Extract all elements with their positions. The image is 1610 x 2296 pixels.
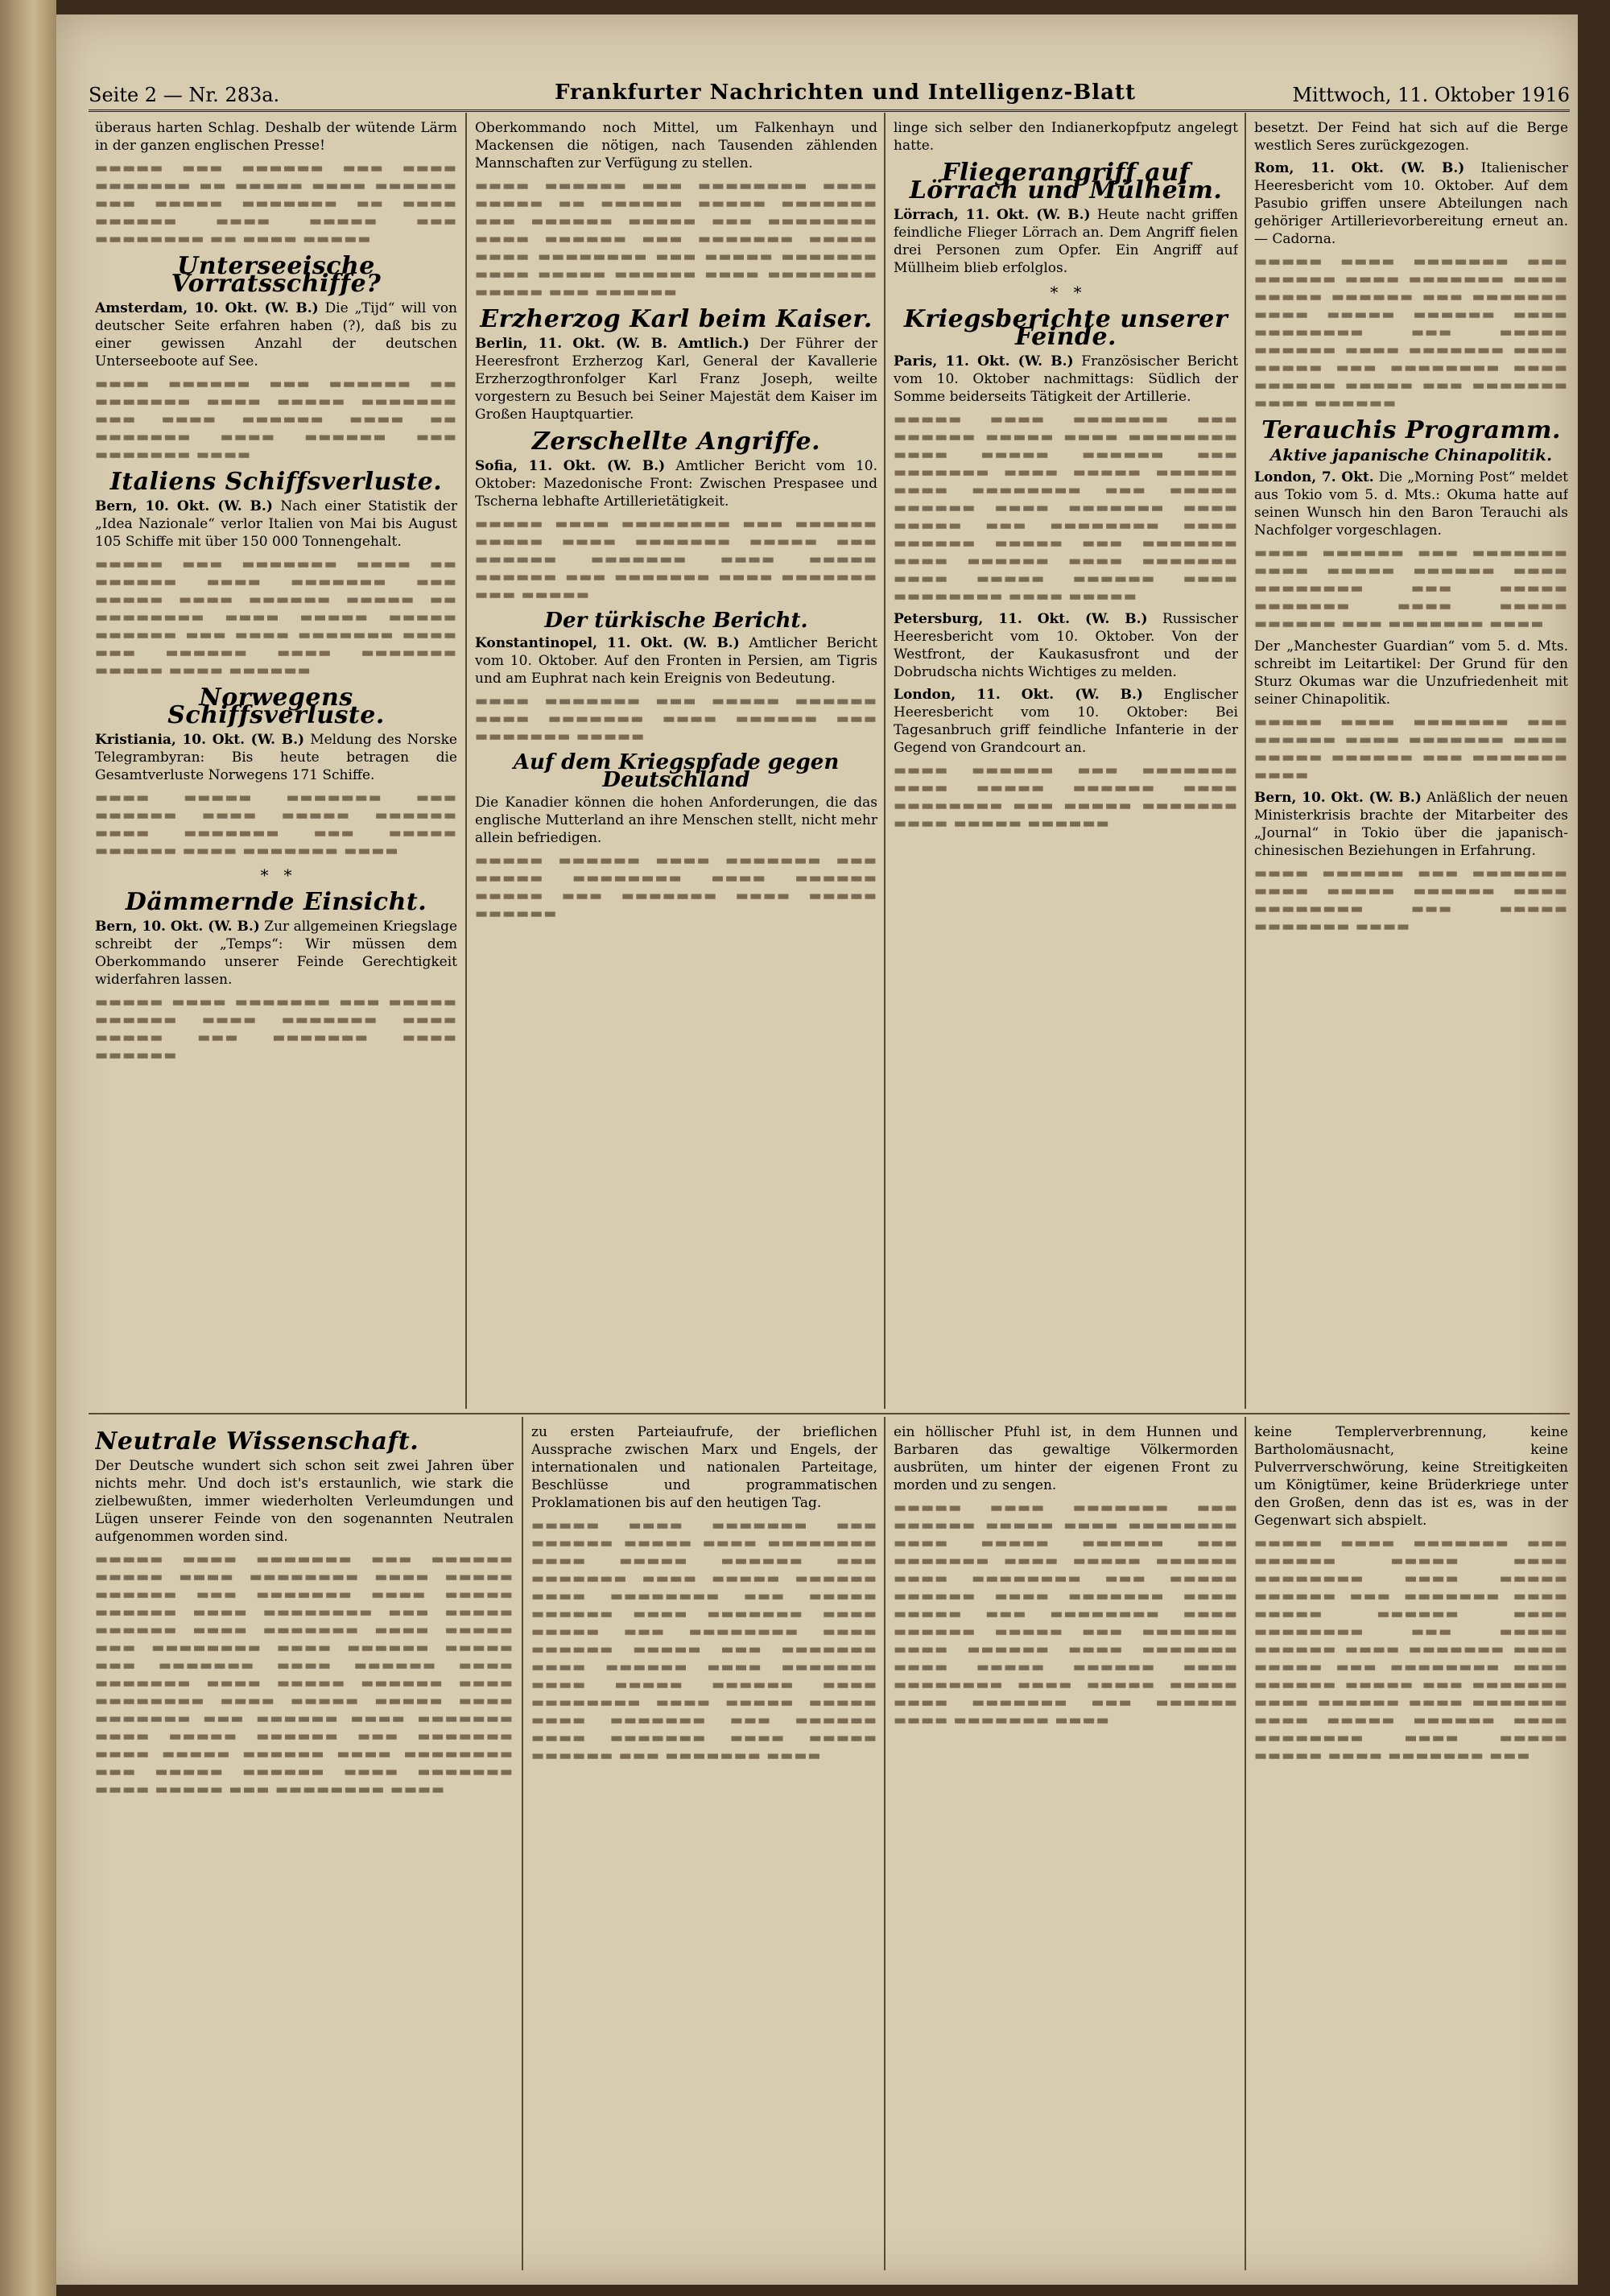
dateline: Bern, 10. Okt. (W. B.) bbox=[1254, 790, 1422, 806]
dateline: Lörrach, 11. Okt. (W. B.) bbox=[894, 207, 1091, 223]
article-text: Heute nacht griffen feindliche Flieger Lörrach an. Dem Angriff fielen drei Personen zum Opfer. Ein Angriff auf Müllheim blieb erfolglos. bbox=[894, 207, 1238, 276]
article-lead: Oberkommando noch Mittel, um Falkenhayn und Mackensen die nötigen, nach Tausenden zählenden Mannschaften zur Verfügung zu stellen. bbox=[475, 120, 877, 171]
lower-column-4 bbox=[1254, 1423, 1568, 2261]
masthead bbox=[89, 81, 1570, 112]
article-text: keine Templerverbrennung, keine Bartholomäusnacht, keine Pulverrverschwörung, keine Streitigkeiten um Königtümer, keine Brüderkriege unter den Großen, denn das ist es, was in der Gegenwart sich abspielt. bbox=[1254, 1424, 1568, 1529]
column-rule bbox=[884, 1417, 886, 2270]
headline-einsicht: Dämmernde Einsicht. bbox=[125, 888, 427, 916]
column-rule bbox=[1245, 113, 1246, 1409]
text-filler: ▬▬▬▬▬ ▬▬▬▬ ▬▬▬▬▬▬▬ ▬▬▬ ▬▬▬▬▬▬ ▬▬▬▬ ▬▬▬▬▬▬▬ ▬▬▬▬ ▬▬▬▬▬ ▬▬▬▬▬▬ ▬▬▬ ▬▬▬▬▬▬▬ ▬▬▬▬ ▬▬▬▬▬ ▬▬▬▬▬▬ ▬▬▬▬ ▬▬▬▬▬▬▬▬ ▬▬▬ ▬▬▬▬▬ ▬▬▬▬▬▬ ▬▬▬▬ ▬▬▬▬▬▬▬ ▬▬▬▬ ▬▬▬▬▬ ▬▬▬ ▬▬▬▬▬▬▬▬ ▬▬▬▬ ▬▬▬▬▬▬ ▬▬▬▬▬ ▬▬▬ ▬▬▬▬▬▬▬ ▬▬▬▬ ▬▬▬▬▬▬ bbox=[1254, 254, 1568, 411]
headline-erzherzog: Erzherzog Karl beim Kaiser. bbox=[480, 305, 873, 333]
dateline: London, 7. Okt. bbox=[1254, 469, 1374, 485]
headline-kriegsberichte: Kriegsberichte unserer Feinde. bbox=[903, 305, 1228, 351]
headline-zerschellte: Zerschellte Angriffe. bbox=[531, 427, 821, 456]
text-filler: ▬▬▬▬▬ ▬▬▬▬ ▬▬▬▬▬▬▬ ▬▬▬ ▬▬▬▬▬▬ ▬▬▬▬▬ ▬▬▬▬ ▬▬▬▬▬▬▬▬ ▬▬▬▬ ▬▬▬▬▬ ▬▬▬▬▬▬ ▬▬▬ ▬▬▬▬▬▬▬ ▬▬▬▬ ▬▬▬▬▬ ▬▬▬▬▬▬ ▬▬▬▬ ▬▬▬▬▬▬▬▬ ▬▬▬ ▬▬▬▬▬ ▬▬▬▬▬▬ ▬▬▬▬ ▬▬▬▬▬▬▬ ▬▬▬▬ ▬▬▬▬▬ ▬▬▬ ▬▬▬▬▬▬▬▬ ▬▬▬▬ ▬▬▬▬▬▬ ▬▬▬▬▬ ▬▬▬ ▬▬▬▬▬▬▬ ▬▬▬▬ ▬▬▬▬▬▬ ▬▬▬▬ ▬▬▬▬▬▬▬ ▬▬▬▬ ▬▬▬▬▬ ▬▬▬▬▬▬ ▬▬▬▬ ▬▬▬▬▬▬▬▬ ▬▬▬▬ ▬▬▬▬▬ ▬▬▬▬▬ ▬▬▬▬ ▬▬▬▬▬▬▬ ▬▬▬ ▬▬▬▬▬▬ ▬▬▬▬ ▬▬▬▬▬▬▬ ▬▬▬▬ ▬▬▬▬▬ ▬▬▬▬▬▬ ▬▬▬ ▬▬▬▬▬▬▬ ▬▬▬▬ bbox=[531, 1518, 877, 1764]
text-filler: ▬▬▬▬▬ ▬▬▬▬ ▬▬▬▬▬▬▬▬ ▬▬▬ ▬▬▬▬▬▬ ▬▬▬▬▬ ▬▬▬▬ ▬▬▬▬▬▬▬ ▬▬▬▬▬ ▬▬▬ ▬▬▬▬▬▬ ▬▬▬▬▬▬▬ ▬▬▬▬ ▬▬▬▬▬ ▬▬▬▬▬▬ ▬▬▬ ▬▬▬▬▬▬▬ ▬▬▬▬ ▬▬▬▬▬▬▬ ▬▬▬ ▬▬▬▬▬ bbox=[475, 516, 877, 603]
text-filler: ▬▬▬▬▬ ▬▬▬ ▬▬▬▬▬▬▬ ▬▬▬▬ ▬▬ ▬▬▬▬▬▬ ▬▬▬▬ ▬▬▬▬▬▬▬ ▬▬▬ ▬▬▬▬▬ ▬▬▬▬ ▬▬▬▬▬▬ ▬▬▬▬▬ ▬▬ ▬▬▬▬▬▬▬▬ ▬▬▬▬ ▬▬▬▬▬ ▬▬▬▬▬ ▬▬▬▬▬▬ ▬▬▬ ▬▬▬▬ ▬▬▬▬▬▬▬ ▬▬▬▬ ▬▬▬ ▬▬▬▬▬▬ ▬▬▬▬ ▬▬▬▬▬▬▬ ▬▬▬▬▬ ▬▬▬▬ ▬▬▬▬▬▬ bbox=[95, 556, 457, 679]
text-filler: ▬▬▬▬ ▬▬▬▬▬▬ ▬▬▬ ▬▬▬▬▬▬▬ ▬▬▬▬ ▬▬▬▬▬ ▬▬▬▬▬▬ ▬▬▬▬ ▬▬▬▬▬▬▬▬ ▬▬▬ ▬▬▬▬▬ ▬▬▬▬▬▬▬ ▬▬▬▬ ▬▬▬▬▬ ▬▬▬▬▬▬ bbox=[894, 762, 1238, 832]
dateline: Paris, 11. Okt. (W. B.) bbox=[894, 353, 1074, 370]
dateline: Konstantinopel, 11. Okt. (W. B.) bbox=[475, 635, 740, 651]
column-rule bbox=[884, 113, 886, 1409]
article-text: Die Kanadier können die hohen Anforderungen, die das englische Mutterland an ihre Menschen stellt, nicht mehr allein befriedigen. bbox=[475, 795, 877, 846]
dateline: Amsterdam, 10. Okt. (W. B.) bbox=[95, 300, 319, 316]
issue-date: Mittwoch, 11. Oktober 1916 bbox=[1292, 84, 1570, 106]
article-text: Meldung des Norske Telegrambyran: Bis heute betragen die Gesamtverluste Norwegens 171 Schiffe. bbox=[95, 732, 457, 783]
headline-norwegens: Norwegens Schiffsverluste. bbox=[167, 683, 385, 729]
text-filler: ▬▬▬▬ ▬▬▬▬▬ ▬▬▬▬▬▬▬ ▬▬▬ ▬▬▬▬▬▬ ▬▬▬▬ ▬▬▬▬▬ ▬▬▬▬▬▬ ▬▬▬▬ ▬▬▬▬▬▬▬ ▬▬▬ ▬▬▬▬▬ ▬▬▬▬▬▬ ▬▬▬▬ ▬▬▬▬▬▬▬ ▬▬▬▬ bbox=[95, 790, 457, 859]
headline-italiens: Italiens Schiffsverluste. bbox=[109, 468, 443, 496]
newspaper-title: Frankfurter Nachrichten und Intelligenz-Blatt bbox=[555, 81, 1136, 105]
article-text: Der „Manchester Guardian“ vom 5. d. Mts. schreibt im Leitartikel: Der Grund für den Sturz Okumas war die Unzufriedenheit mit seiner Chinapolitik. bbox=[1254, 638, 1568, 708]
article-lead: besetzt. Der Feind hat sich auf die Berge westlich Seres zurückgezogen. bbox=[1254, 120, 1568, 154]
headline-tuerkische: Der türkische Bericht. bbox=[544, 609, 808, 633]
article-lead: linge sich selber den Indianerkopfputz angelegt hatte. bbox=[894, 120, 1238, 154]
article-text: Der Deutsche wundert sich schon seit zwei Jahren über nichts mehr. Und doch ist's erstaunlich, wie stark die zielbewußten, immer wiederholten Verleumdungen und Lügen unserer Feinde von den sogenannten Neutralen aufgenommen worden sind. bbox=[95, 1458, 514, 1545]
headline-neutrale-wissenschaft: Neutrale Wissenschaft. bbox=[95, 1427, 419, 1456]
article-text: zu ersten Parteiaufrufe, der brieflichen Aussprache zwischen Marx und Engels, der internationalen und nationalen Parteitage, Beschlüsse und programmatischen Proklamationen bis auf den heutigen Tag. bbox=[531, 1424, 877, 1511]
text-filler: ▬▬▬▬▬ ▬▬▬▬ ▬▬▬▬▬▬▬ ▬▬▬ ▬▬▬▬▬▬ ▬▬▬▬▬ ▬▬▬▬ ▬▬▬▬▬▬▬▬ ▬▬▬▬ ▬▬▬▬▬ ▬▬▬▬▬▬ ▬▬▬ ▬▬▬▬▬▬▬ ▬▬▬▬ ▬▬▬▬▬ ▬▬▬▬▬▬ ▬▬▬▬ ▬▬▬▬▬▬▬▬ ▬▬▬ ▬▬▬▬▬ ▬▬▬▬▬▬ ▬▬▬▬ ▬▬▬▬▬▬▬ ▬▬▬▬ ▬▬▬▬▬ ▬▬▬ ▬▬▬▬▬▬▬▬ ▬▬▬▬ ▬▬▬▬▬▬ ▬▬▬▬▬ ▬▬▬ ▬▬▬▬▬▬▬ ▬▬▬▬ ▬▬▬▬▬▬ ▬▬▬▬ ▬▬▬▬▬▬▬ ▬▬▬▬ ▬▬▬▬▬ ▬▬▬▬▬▬ ▬▬▬▬ ▬▬▬▬▬▬▬▬ ▬▬▬▬ ▬▬▬▬▬ ▬▬▬▬▬ ▬▬▬▬ ▬▬▬▬▬▬▬ ▬▬▬ bbox=[1254, 1535, 1568, 1764]
text-filler: ▬▬▬▬▬ ▬▬▬▬ ▬▬▬▬▬▬▬ ▬▬▬ ▬▬▬▬▬ ▬▬▬▬▬▬ ▬▬▬▬ ▬▬▬▬▬▬▬ ▬▬▬▬ ▬▬▬▬▬ ▬▬▬ ▬▬▬▬▬▬▬ ▬▬▬▬ ▬▬▬▬▬▬ bbox=[95, 994, 457, 1063]
column-3 bbox=[894, 119, 1238, 1407]
column-1 bbox=[95, 119, 457, 1407]
text-filler: ▬▬▬▬▬ ▬▬▬▬ ▬▬▬▬▬▬▬ ▬▬▬ ▬▬▬▬▬▬ ▬▬▬▬▬ ▬▬▬▬ ▬▬▬▬▬▬▬▬ ▬▬▬▬ ▬▬▬▬▬ ▬▬▬▬▬▬ ▬▬▬ ▬▬▬▬▬▬▬ ▬▬▬▬ ▬▬▬▬▬ ▬▬▬▬▬▬ ▬▬▬▬ ▬▬▬▬▬▬▬▬ ▬▬▬ ▬▬▬▬▬ ▬▬▬▬▬▬ ▬▬▬▬ ▬▬▬▬▬▬▬ ▬▬▬▬ ▬▬▬▬▬ ▬▬▬ ▬▬▬▬▬▬▬▬ ▬▬▬▬ ▬▬▬▬▬▬ ▬▬▬▬▬ ▬▬▬ ▬▬▬▬▬▬▬ ▬▬▬▬ ▬▬▬▬▬▬ ▬▬▬▬ ▬▬▬▬▬▬▬ ▬▬▬▬ ▬▬▬▬▬ ▬▬▬▬▬▬ ▬▬▬▬ ▬▬▬▬▬▬▬▬ ▬▬▬▬ ▬▬▬▬▬ ▬▬▬▬▬ ▬▬▬▬ ▬▬▬▬▬▬▬ ▬▬▬ ▬▬▬▬▬▬ ▬▬▬▬ ▬▬▬▬▬▬▬ ▬▬▬▬ bbox=[894, 1500, 1238, 1728]
article-text: Zur allgemeinen Kriegslage schreibt der „Temps“: Wir müssen dem Oberkommando unserer Feinde Gerechtigkeit widerfahren lassen. bbox=[95, 919, 457, 988]
dateline: Rom, 11. Okt. (W. B.) bbox=[1254, 160, 1465, 176]
article-text: Der Führer der Heeresfront Erzherzog Karl, General der Kavallerie Erzherzogthronfolger Karl Franz Joseph, weilte vorgestern zu Besuch bei Seiner Majestät dem Kaiser im Großen Hauptquartier. bbox=[475, 336, 877, 423]
text-filler: ▬▬▬▬ ▬▬▬▬▬▬ ▬▬▬ ▬▬▬▬▬▬▬ ▬▬▬▬ ▬▬▬▬▬ ▬▬▬▬▬▬ ▬▬▬▬ ▬▬▬▬▬▬▬▬ ▬▬▬ ▬▬▬▬▬ ▬▬▬▬▬▬▬ ▬▬▬▬ bbox=[1254, 865, 1568, 935]
lower-column-2 bbox=[531, 1423, 877, 2261]
dateline: Kristiania, 10. Okt. (W. B.) bbox=[95, 732, 305, 748]
section-rule bbox=[89, 1413, 1570, 1414]
text-filler: ▬▬▬▬▬ ▬▬▬▬ ▬▬▬▬▬▬▬ ▬▬▬ ▬▬▬▬▬▬ ▬▬▬▬ ▬▬▬▬▬▬▬ ▬▬▬▬ ▬▬▬▬▬ ▬▬▬▬▬▬ ▬▬▬ ▬▬▬▬▬▬▬ ▬▬▬▬ bbox=[1254, 714, 1568, 783]
page-number: Seite 2 — Nr. 283a. bbox=[89, 84, 280, 106]
article-text: Amtlicher Bericht vom 10. Oktober. Auf den Fronten in Persien, am Tigris und am Euphrat nach kein Ereignis von Bedeutung. bbox=[475, 635, 877, 687]
dateline: London, 11. Okt. (W. B.) bbox=[894, 687, 1143, 703]
column-4 bbox=[1254, 119, 1568, 1407]
article-text: Nach einer Statistik der „Idea Nazionale“ verlor Italien von Mai bis August 105 Schiffe mit über 150 000 Tonnengehalt. bbox=[95, 498, 457, 550]
text-filler: ▬▬▬▬▬ ▬▬▬▬▬▬ ▬▬▬▬ ▬▬▬▬▬▬▬ ▬▬▬ ▬▬▬▬▬ ▬▬▬▬▬▬▬▬ ▬▬▬▬ ▬▬▬▬▬▬ ▬▬▬▬▬ ▬▬▬ ▬▬▬▬▬▬▬ ▬▬▬▬ ▬▬▬▬▬ ▬▬▬▬▬▬ bbox=[475, 853, 877, 922]
article-text: Die „Tijd“ will von deutscher Seite erfahren haben (?), daß bis zu einer gewissen Anzahl der deutschen Unterseeboote auf See. bbox=[95, 300, 457, 370]
dateline: Berlin, 11. Okt. (W. B. Amtlich.) bbox=[475, 336, 749, 352]
subheadline: Aktive japanische Chinapolitik. bbox=[1269, 445, 1553, 465]
separator: * * bbox=[1050, 283, 1082, 302]
column-2 bbox=[475, 119, 877, 1407]
separator: * * bbox=[260, 865, 292, 885]
article-text: Anläßlich der neuen Ministerkrisis brachte der Mitarbeiter des „Journal“ in Tokio über die japanisch-chinesischen Beziehungen in Erfahrung. bbox=[1254, 790, 1568, 859]
text-filler: ▬▬▬▬ ▬▬▬▬▬▬▬ ▬▬▬ ▬▬▬▬▬ ▬▬▬▬▬▬ ▬▬▬▬ ▬▬▬▬▬▬▬ ▬▬▬▬ ▬▬▬▬▬▬ ▬▬▬ ▬▬▬▬▬▬▬ ▬▬▬▬▬ bbox=[475, 693, 877, 745]
dateline: Bern, 10. Okt. (W. B.) bbox=[95, 919, 260, 935]
article-text: Englischer Heeresbericht vom 10. Oktober: Bei Tagesanbruch griff feindliche Infanterie in der Gegend von Grandcourt an. bbox=[894, 687, 1238, 756]
text-filler: ▬▬▬▬ ▬▬▬▬▬▬ ▬▬▬ ▬▬▬▬▬▬▬ ▬▬▬▬ ▬▬▬▬▬ ▬▬▬▬▬▬ ▬▬▬▬ ▬▬▬▬▬▬▬▬ ▬▬▬ ▬▬▬▬▬ ▬▬▬▬▬▬▬ ▬▬▬▬ ▬▬▬▬▬ ▬▬▬▬▬▬ ▬▬▬ ▬▬▬▬▬▬▬ ▬▬▬▬ bbox=[1254, 545, 1568, 632]
book-binding bbox=[0, 0, 56, 2296]
article-text: Russischer Heeresbericht vom 10. Oktober. Von der Westfront, der Kaukasusfront und der Dobrudscha nichts Wichtiges zu melden. bbox=[894, 611, 1238, 680]
article-text: ein höllischer Pfuhl ist, in dem Hunnen und Barbaren das gewaltige Völkermorden ausbrüten, um hinter der eigenen Front zu morden und zu sengen. bbox=[894, 1424, 1238, 1493]
lower-column-3 bbox=[894, 1423, 1238, 2261]
headline-kriegspfade: Auf dem Kriegspfade gegen Deutschland bbox=[513, 750, 840, 792]
article-text: Italienischer Heeresbericht vom 10. Oktober. Auf dem Pasubio griffen unsere Abteilungen nach gehöriger Artillerievorbereitung erneut an. — Cadorna. bbox=[1254, 160, 1568, 247]
text-filler: ▬▬▬▬▬ ▬▬▬ ▬▬▬▬▬▬ ▬▬▬ ▬▬▬▬ ▬▬▬▬▬▬▬ ▬▬ ▬▬▬▬▬ ▬▬▬▬ ▬▬▬▬▬▬ ▬▬▬ ▬▬▬▬▬ ▬▬▬▬▬▬▬ ▬▬ ▬▬▬▬ ▬▬▬▬▬▬ ▬▬▬▬ ▬▬▬▬▬ ▬▬▬ ▬▬▬▬▬▬▬▬ ▬▬ ▬▬▬▬ ▬▬▬▬▬ bbox=[95, 160, 457, 247]
column-rule bbox=[1245, 1417, 1246, 2270]
column-rule bbox=[522, 1417, 523, 2270]
article-text: Die „Morning Post“ meldet aus Tokio vom 5. d. Mts.: Okuma hatte auf seinen Wunsch hin den Baron Terauchi als Nachfolger vorgeschlagen. bbox=[1254, 469, 1568, 539]
article-lead: überaus harten Schlag. Deshalb der wütende Lärm in der ganzen englischen Presse! bbox=[95, 120, 457, 154]
text-filler: ▬▬▬▬ ▬▬▬▬▬▬ ▬▬▬ ▬▬▬▬▬▬▬▬ ▬▬▬▬ ▬▬▬▬▬ ▬▬ ▬▬▬▬▬▬ ▬▬▬▬▬ ▬▬▬▬▬▬▬ ▬▬▬ ▬▬▬▬▬▬ ▬▬▬▬▬ ▬▬▬ ▬▬▬▬▬▬▬▬ ▬▬▬▬ ▬▬▬▬▬▬ ▬▬▬ ▬▬▬▬▬▬▬ ▬▬▬▬▬ ▬▬▬▬ ▬▬▬▬▬▬▬▬ ▬▬▬ ▬▬▬▬▬ ▬▬▬▬▬▬▬ ▬▬▬▬ ▬▬▬▬▬ ▬▬▬▬▬▬ ▬▬▬▬ ▬▬▬▬▬▬▬▬ ▬▬▬▬▬ ▬▬▬ ▬▬▬▬▬▬ bbox=[475, 178, 877, 300]
headline-fliegerangriff: Fliegerangriff auf Lörrach und Mülheim. bbox=[909, 159, 1223, 204]
dateline: Sofia, 11. Okt. (W. B.) bbox=[475, 458, 666, 474]
headline-vorratsschiffe: Unterseeische Vorratsschiffe? bbox=[171, 252, 382, 298]
lower-column-1 bbox=[95, 1423, 514, 2261]
column-rule bbox=[465, 113, 467, 1409]
text-filler: ▬▬▬▬ ▬▬▬▬▬▬ ▬▬▬ ▬▬▬▬▬▬ ▬▬ ▬▬▬▬▬▬▬ ▬▬▬▬ ▬▬▬▬▬ ▬▬▬▬▬▬▬ ▬▬▬ ▬▬▬▬ ▬▬▬▬▬▬ ▬▬▬▬ ▬▬ ▬▬▬▬▬▬▬ ▬▬▬▬ ▬▬▬▬▬▬ ▬▬▬ ▬▬▬▬▬▬▬ ▬▬▬▬ bbox=[95, 376, 457, 463]
headline-terauchi: Terauchis Programm. bbox=[1261, 416, 1561, 444]
text-filler: ▬▬▬▬▬ ▬▬▬▬ ▬▬▬▬▬▬▬ ▬▬▬ ▬▬▬▬▬▬ ▬▬▬▬▬ ▬▬▬▬ ▬▬▬▬▬▬▬▬ ▬▬▬▬ ▬▬▬▬▬ ▬▬▬▬▬▬ ▬▬▬ ▬▬▬▬▬▬▬ ▬▬▬▬ ▬▬▬▬▬ ▬▬▬▬▬▬ ▬▬▬▬ ▬▬▬▬▬▬▬▬ ▬▬▬ ▬▬▬▬▬ ▬▬▬▬▬▬ ▬▬▬▬ ▬▬▬▬▬▬▬ ▬▬▬▬ ▬▬▬▬▬ ▬▬▬ ▬▬▬▬▬▬▬▬ ▬▬▬▬ ▬▬▬▬▬▬ ▬▬▬▬▬ ▬▬▬ ▬▬▬▬▬▬▬ ▬▬▬▬ ▬▬▬▬▬▬ ▬▬▬▬ ▬▬▬▬▬▬▬ ▬▬▬▬ ▬▬▬▬▬ ▬▬▬▬▬▬ ▬▬▬▬ ▬▬▬▬▬▬▬▬ ▬▬▬▬ ▬▬▬▬▬ bbox=[894, 411, 1238, 605]
dateline: Bern, 10. Okt. (W. B.) bbox=[95, 498, 273, 514]
dateline: Petersburg, 11. Okt. (W. B.) bbox=[894, 611, 1148, 627]
article-text: Französischer Bericht vom 10. Oktober nachmittags: Südlich der Somme beiderseits Tätigkeit der Artillerie. bbox=[894, 353, 1238, 405]
text-filler: ▬▬▬▬▬ ▬▬▬▬ ▬▬▬▬▬▬▬ ▬▬▬ ▬▬▬▬▬▬ ▬▬▬▬▬ ▬▬▬▬ ▬▬▬▬▬▬▬▬ ▬▬▬▬ ▬▬▬▬▬ ▬▬▬▬▬▬ ▬▬▬ ▬▬▬▬▬▬▬ ▬▬▬▬ ▬▬▬▬▬ ▬▬▬▬▬▬ ▬▬▬▬ ▬▬▬▬▬▬▬▬ ▬▬▬ ▬▬▬▬▬ ▬▬▬▬▬▬ ▬▬▬▬ ▬▬▬▬▬▬▬ ▬▬▬▬ ▬▬▬▬▬ ▬▬▬ ▬▬▬▬▬▬▬▬ ▬▬▬▬ ▬▬▬▬▬▬ ▬▬▬▬▬ ▬▬▬ ▬▬▬▬▬▬▬ ▬▬▬▬ ▬▬▬▬▬▬ ▬▬▬▬ ▬▬▬▬▬▬▬ ▬▬▬▬ ▬▬▬▬▬ ▬▬▬▬▬▬ ▬▬▬▬ ▬▬▬▬▬▬▬▬ ▬▬▬▬ ▬▬▬▬▬ ▬▬▬▬▬ ▬▬▬▬ ▬▬▬▬▬▬▬ ▬▬▬ ▬▬▬▬▬▬ ▬▬▬▬ ▬▬▬▬▬▬▬ ▬▬▬▬ ▬▬▬▬▬ ▬▬▬▬▬▬ ▬▬▬ ▬▬▬▬▬▬▬ ▬▬▬▬ ▬▬▬▬▬ ▬▬▬▬▬▬ ▬▬▬▬ ▬▬▬▬▬▬▬▬ ▬▬▬ ▬▬▬▬▬ ▬▬▬▬▬▬ ▬▬▬▬ ▬▬▬▬▬▬▬ ▬▬▬▬ ▬▬▬▬▬ ▬▬▬ ▬▬▬▬▬▬▬▬ ▬▬▬▬ bbox=[95, 1551, 514, 1798]
article-text: Amtlicher Bericht vom 10. Oktober: Mazedonische Front: Zwischen Prespasee und Tscherna lebhafte Artillerietätigkeit. bbox=[475, 458, 877, 510]
